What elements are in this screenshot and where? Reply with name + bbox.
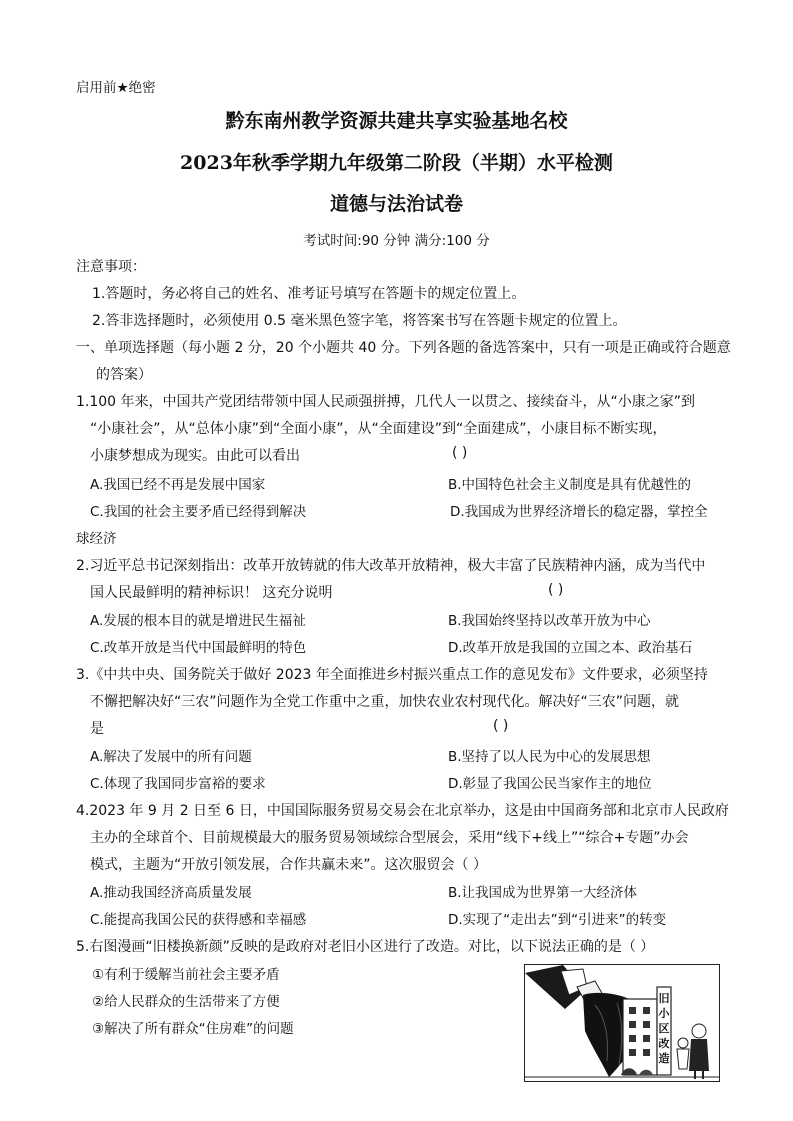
- q4-option-a: A.推动我国经济高质量发展: [90, 885, 252, 901]
- school-title: 黔东南州教学资源共建共享实验基地名校: [225, 110, 568, 132]
- notice-heading: 注意事项：: [76, 259, 146, 275]
- exam-title: 2023年秋季学期九年级第二阶段（半期）水平检测: [180, 152, 613, 174]
- q5-statement-3: ③解决了所有群众“住房难”的问题: [92, 1021, 294, 1037]
- q5-stem: 5.右图漫画“旧楼换新颜”反映的是政府对老旧小区进行了改造。对比，以下说法正确的是（ ）: [76, 939, 655, 955]
- section-heading: 一、单项选择题（每小题 2 分，20 个小题共 40 分。下列各题的备选答案中，只有一项是正确或符合题意: [76, 340, 731, 356]
- q1-answer-bracket: ( ): [452, 445, 468, 461]
- q2-option-a: A.发展的根本目的就是增进民生福祉: [90, 613, 306, 629]
- q5-statement-1: ①有利于缓解当前社会主要矛盾: [92, 967, 280, 983]
- q2-stem-line2: 国人民最鲜明的精神标识！ 这充分说明: [90, 585, 333, 601]
- section-heading-cont: 的答案）: [96, 367, 152, 383]
- q3-option-a: A.解决了发展中的所有问题: [90, 749, 252, 765]
- q1-stem-line3: 小康梦想成为现实。由此可以看出: [90, 448, 300, 464]
- q3-stem-line3: 是: [90, 721, 104, 737]
- q4-option-d: D.实现了“走出去”到“引进来”的转变: [448, 912, 667, 928]
- q1-option-a: A.我国已经不再是发展中国家: [90, 477, 266, 493]
- cartoon-sign-text: 旧小区改造: [658, 992, 670, 1065]
- q4-stem-line3: 模式，主题为“开放引领发展，合作共赢未来”。这次服贸会（ ）: [90, 857, 487, 873]
- q2-stem-line1: 2.习近平总书记深刻指出：改革开放铸就的伟大改革开放精神，极大丰富了民族精神内涵，成为当代中: [76, 558, 706, 574]
- q1-option-d: D.我国成为世界经济增长的稳定器，掌控全: [450, 504, 708, 520]
- q3-option-b: B.坚持了以人民为中心的发展思想: [448, 749, 651, 765]
- q1-option-c: C.我国的社会主要矛盾已经得到解决: [90, 504, 307, 520]
- q2-answer-bracket: ( ): [548, 582, 564, 598]
- secret-mark: 启用前★绝密: [76, 80, 156, 96]
- q4-stem-line1: 4.2023 年 9 月 2 日至 6 日，中国国际服务贸易交易会在北京举办，这是由中国商务部和北京市人民政府: [76, 803, 729, 819]
- q1-stem-line1: 1.100 年来，中国共产党团结带领中国人民顽强拼搏，几代人一以贯之、接续奋斗，从“小康之家”到: [76, 394, 696, 410]
- subject-title: 道德与法治试卷: [329, 193, 463, 215]
- q2-option-b: B.我国始终坚持以改革开放为中心: [448, 613, 651, 629]
- cartoon-illustration: [524, 964, 720, 1082]
- notice-item-1: 1.答题时，务必将自己的姓名、准考证号填写在答题卡的规定位置上。: [92, 286, 526, 302]
- q5-statement-2: ②给人民群众的生活带来了方便: [92, 994, 280, 1010]
- q3-answer-bracket: ( ): [493, 718, 509, 734]
- q4-stem-line2: 主办的全球首个、目前规模最大的服务贸易领域综合型展会，采用“线下+线上”“综合+专题”办会: [90, 830, 689, 846]
- q3-option-c: C.体现了我国同步富裕的要求: [90, 776, 266, 792]
- q4-option-c: C.能提高我国公民的获得感和幸福感: [90, 912, 307, 928]
- q2-option-c: C.改革开放是当代中国最鲜明的特色: [90, 640, 307, 656]
- q3-stem-line1: 3.《中共中央、国务院关于做好 2023 年全面推进乡村振兴重点工作的意见发布》文件要求，必须坚持: [76, 667, 708, 683]
- q4-option-b: B.让我国成为世界第一大经济体: [448, 885, 638, 901]
- exam-info: 考试时间:90 分钟 满分:100 分: [303, 233, 490, 249]
- cartoon-drawing: [525, 965, 719, 1081]
- q1-option-d-cont: 球经济: [76, 531, 117, 547]
- q3-stem-line2: 不懈把解决好“三农”问题作为全党工作重中之重，加快农业农村现代化。解决好“三农”问题，就: [90, 694, 680, 710]
- q1-stem-line2: “小康社会”，从“总体小康”到“全面小康”，从“全面建设”到“全面建成”，小康目标不断实现，: [90, 421, 667, 437]
- notice-item-2: 2.答非选择题时，必须使用 0.5 毫米黑色签字笔，将答案书写在答题卡规定的位置上。: [92, 313, 627, 329]
- q2-option-d: D.改革开放是我国的立国之本、政治基石: [448, 640, 693, 656]
- q3-option-d: D.彰显了我国公民当家作主的地位: [448, 776, 652, 792]
- q1-option-b: B.中国特色社会主义制度是具有优越性的: [448, 477, 692, 493]
